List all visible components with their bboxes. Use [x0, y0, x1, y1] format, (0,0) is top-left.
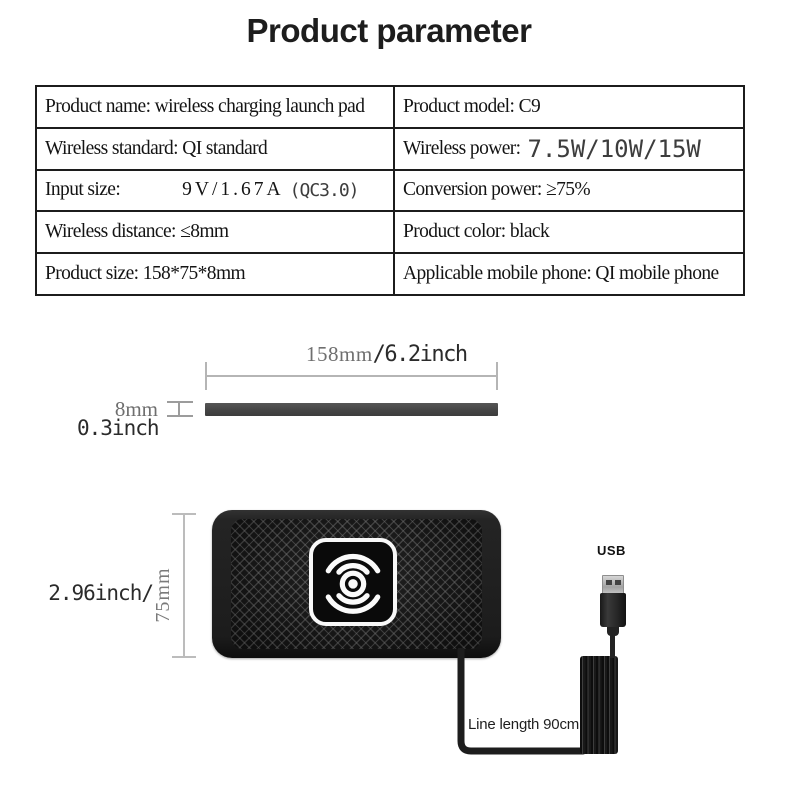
table-row — [37, 87, 743, 127]
length-dimension-line — [205, 375, 498, 377]
length-inch-text: /6.2inch — [372, 342, 467, 367]
usb-plug-metal — [602, 575, 624, 594]
thickness-indicator — [167, 401, 193, 417]
charging-pad — [212, 510, 501, 658]
table-row — [37, 210, 743, 252]
input-size-value: 9V/1.67A — [182, 179, 284, 201]
cell-input-size — [37, 171, 395, 211]
length-dimension-label — [306, 342, 467, 367]
spec-table — [35, 85, 745, 296]
thickness-mm-text: 8mm — [114, 397, 158, 421]
pad-side-profile — [205, 403, 498, 416]
length-mm-text: 158mm — [306, 342, 373, 366]
cell-product-color: Product color: black — [403, 221, 550, 243]
dimension-tick — [496, 362, 498, 390]
table-row — [37, 127, 743, 169]
charge-waves-glyph — [315, 544, 391, 620]
cell-conversion-power: Conversion power: ≥75% — [403, 179, 591, 201]
table-row — [37, 252, 743, 294]
height-inch-text: 2.96inch/ — [48, 581, 153, 605]
dimension-tick — [205, 362, 207, 390]
cell-wireless-power — [395, 129, 743, 169]
page-title: Product parameter — [246, 12, 532, 49]
usb-plug-body — [600, 593, 626, 627]
cell-applicable-phone: Applicable mobile phone: QI mobile phone — [403, 263, 719, 285]
table-row — [37, 169, 743, 211]
cell-product-name: Product name: wireless charging launch pad — [37, 87, 395, 127]
input-size-label: Input size: — [45, 179, 121, 201]
cell-product-size: Product size: 158*75*8mm — [37, 254, 395, 294]
wireless-power-label: Wireless power: — [403, 137, 521, 159]
coiled-cable — [580, 656, 618, 754]
usb-pin-hole — [615, 580, 621, 585]
usb-label: USB — [597, 543, 626, 558]
height-dimension-line — [183, 513, 185, 658]
cable-length-label: Line length 90cm — [468, 716, 580, 733]
thickness-inch-text: 0.3inch — [77, 416, 159, 440]
cell-wireless-distance: Wireless distance: ≤8mm — [37, 212, 395, 252]
input-size-qc: (QC3.0) — [289, 179, 359, 201]
cell-wireless-standard: Wireless standard: QI standard — [37, 129, 395, 169]
usb-wire — [610, 634, 615, 658]
height-mm-text: 75mm — [152, 567, 174, 623]
usb-pin-hole — [606, 580, 612, 585]
cell-product-model: Product model: C9 — [403, 95, 541, 117]
wireless-power-value: 7.5W/10W/15W — [527, 134, 701, 163]
wireless-charging-icon — [309, 538, 397, 626]
